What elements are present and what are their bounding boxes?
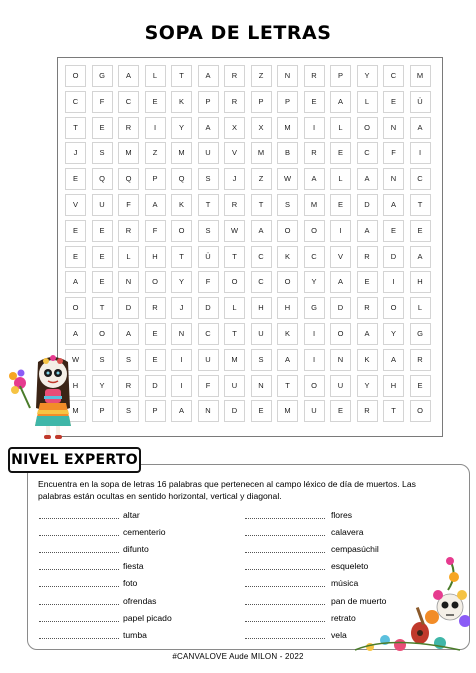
grid-cell: F [198,271,219,293]
grid-cell: I [171,375,192,397]
grid-cell: P [330,65,351,87]
grid-cell: G [304,297,325,319]
grid-cell: E [330,194,351,216]
footer-credit: #CANVALOVE Aude MILON - 2022 [172,652,304,661]
grid-cell: T [224,246,245,268]
grid-cell: U [198,349,219,371]
grid-cell: R [357,400,378,422]
grid-cell: W [277,168,298,190]
grid-cell: A [330,271,351,293]
instructions-text: Encuentra en la sopa de letras 16 palabras que pertenecen al campo léxico de día de muertos. Las palabras están ocultas en sentido horizontal, vertical y diagonal. [38,479,416,501]
grid-cell: A [145,194,166,216]
grid-cell: O [304,220,325,242]
grid-cell: O [410,400,431,422]
word-item: ofrendas [123,595,157,606]
grid-cell: Y [92,375,113,397]
grid-cell: K [171,91,192,113]
grid-cell: P [145,400,166,422]
grid-cell: C [251,271,272,293]
grid-cell: S [118,400,139,422]
catrina-girl-illustration [8,348,78,443]
grid-cell: S [92,142,113,164]
grid-cell: E [145,323,166,345]
grid-cell: F [198,375,219,397]
answer-line[interactable] [39,620,119,622]
grid-cell: M [277,400,298,422]
grid-cell: C [383,65,404,87]
grid-cell: R [224,91,245,113]
grid-cell: F [145,220,166,242]
grid-cell: N [251,375,272,397]
grid-cell: C [65,91,86,113]
grid-cell: A [383,349,404,371]
grid-cell: Q [118,168,139,190]
word-item: esqueleto [331,561,369,572]
grid-cell: C [410,168,431,190]
grid-cell: A [330,91,351,113]
grid-cell: E [145,91,166,113]
grid-cell: T [224,323,245,345]
grid-cell: R [304,142,325,164]
grid-cell: A [357,323,378,345]
grid-cell: P [92,400,113,422]
grid-cell: Q [171,168,192,190]
word-item: fiesta [123,561,144,572]
word-item: papel picado [123,612,172,623]
grid-cell: A [171,400,192,422]
grid-cell: K [357,349,378,371]
word-item: música [331,578,359,589]
grid-cell: T [383,400,404,422]
grid-cell: T [410,194,431,216]
answer-line[interactable] [39,534,119,536]
grid-cell: O [277,220,298,242]
grid-cell: O [65,297,86,319]
grid-cell: R [118,220,139,242]
grid-cell: Y [171,117,192,139]
guitar-icon [411,607,429,644]
grid-cell: E [330,400,351,422]
grid-cell: Y [383,323,404,345]
grid-cell: A [304,168,325,190]
grid-cell: I [171,349,192,371]
word-item: tumba [123,629,147,640]
grid-cell: R [304,65,325,87]
grid-cell: M [410,65,431,87]
grid-cell: Ü [410,91,431,113]
grid-cell: I [304,323,325,345]
grid-cell: E [330,142,351,164]
grid-cell: D [330,297,351,319]
grid-cell: M [251,142,272,164]
answer-line[interactable] [245,517,325,519]
grid-cell: G [92,65,113,87]
grid-cell: O [304,375,325,397]
grid-cell: M [118,142,139,164]
grid-cell: O [357,117,378,139]
grid-cell: Y [304,271,325,293]
grid-cell: S [277,194,298,216]
grid-cell: U [224,375,245,397]
answer-line[interactable] [245,585,325,587]
grid-cell: J [171,297,192,319]
grid-cell: A [357,220,378,242]
grid-cell: X [224,117,245,139]
grid-cell: E [92,246,113,268]
grid-cell: N [118,271,139,293]
grid-cell: E [383,220,404,242]
answer-line[interactable] [245,534,325,536]
word-search-grid [57,57,443,437]
grid-cell: E [65,220,86,242]
grid-cell: O [330,323,351,345]
grid-cell: K [277,246,298,268]
grid-cell: F [92,91,113,113]
grid-cell: H [277,297,298,319]
grid-cell: Z [145,142,166,164]
grid-cell: C [118,91,139,113]
word-item: cempasúchil [331,544,379,555]
word-item: altar [123,510,140,520]
grid-cell: Q [92,168,113,190]
grid-cell: S [118,349,139,371]
grid-cell: Y [171,271,192,293]
answer-line[interactable] [39,603,119,605]
grid-cell: E [145,349,166,371]
level-badge: NIVEL EXPERTO [8,447,141,473]
grid-cell: O [277,271,298,293]
answer-line[interactable] [245,551,325,553]
grid-cell: O [65,65,86,87]
grid-cell: S [198,220,219,242]
grid-cell: V [224,142,245,164]
grid-cell: M [171,142,192,164]
grid-cell: T [92,297,113,319]
grid-cell: I [330,220,351,242]
grid-cell: K [171,194,192,216]
grid-cell: D [383,246,404,268]
grid-cell: B [277,142,298,164]
word-item: calavera [331,527,364,538]
grid-cell: Z [251,168,272,190]
grid-cell: S [251,349,272,371]
grid-cell: M [65,400,86,422]
grid-cell: C [251,246,272,268]
grid-cell: H [65,375,86,397]
grid-cell: I [410,142,431,164]
grid-cell: N [383,117,404,139]
grid-cell: L [118,246,139,268]
grid-cell: C [357,142,378,164]
grid-cell: T [277,375,298,397]
grid-cell: T [171,65,192,87]
grid-cell: V [330,246,351,268]
grid-cell: R [357,297,378,319]
grid-cell: E [304,91,325,113]
grid-cell: L [224,297,245,319]
grid-cell: A [65,271,86,293]
grid-cell: H [251,297,272,319]
grid-cell: A [198,65,219,87]
grid-cell: M [304,194,325,216]
word-item: vela [331,629,347,640]
grid-cell: L [410,297,431,319]
grid-cell: R [118,117,139,139]
grid-cell: U [251,323,272,345]
grid-cell: A [277,349,298,371]
answer-line[interactable] [39,517,119,519]
grid-cell: U [92,194,113,216]
grid-cell: J [224,168,245,190]
answer-line[interactable] [245,620,325,622]
grid-cell: O [224,271,245,293]
grid-cell: L [357,91,378,113]
grid-cell: O [92,323,113,345]
answer-line[interactable] [245,603,325,605]
grid-cell: I [145,117,166,139]
grid-cell: E [65,246,86,268]
answer-line[interactable] [39,585,119,587]
grid-cell: E [410,220,431,242]
grid-cell: M [277,117,298,139]
grid-cell: D [357,194,378,216]
grid-cell: C [304,246,325,268]
grid-cell: J [65,142,86,164]
grid-cell: E [251,400,272,422]
grid-cell: W [65,349,86,371]
grid-cell: P [277,91,298,113]
grid-cell: N [330,349,351,371]
grid-cell: R [357,246,378,268]
grid-cell: D [198,297,219,319]
flower-bouquet-icon [9,370,30,409]
grid-cell: N [383,168,404,190]
grid-cell: V [65,194,86,216]
grid-cell: M [224,349,245,371]
grid-cell: G [410,323,431,345]
grid-cell: N [171,323,192,345]
grid-cell: P [198,91,219,113]
answer-line[interactable] [39,568,119,570]
grid-cell: T [65,117,86,139]
grid-cell: U [304,400,325,422]
grid-cell: A [198,117,219,139]
grid-cell: D [224,400,245,422]
grid-cell: A [410,246,431,268]
page-title: SOPA DE LETRAS [144,22,332,44]
grid-cell: A [65,323,86,345]
answer-line[interactable] [245,568,325,570]
grid-cell: E [65,168,86,190]
word-item: foto [123,578,138,589]
answer-line[interactable] [245,637,325,639]
grid-cell: R [145,297,166,319]
grid-cell: E [92,271,113,293]
grid-cell: S [198,168,219,190]
grid-cell: H [410,271,431,293]
grid-cell: X [251,117,272,139]
grid-cell: I [304,349,325,371]
grid-cell: H [145,246,166,268]
grid-cell: N [198,400,219,422]
grid-cell: W [224,220,245,242]
grid-cell: U [330,375,351,397]
grid-cell: O [145,271,166,293]
grid-cell: U [198,142,219,164]
word-item: difunto [123,544,149,555]
answer-line[interactable] [39,637,119,639]
grid-cell: F [118,194,139,216]
grid-cell: E [383,91,404,113]
word-item: retrato [331,612,356,623]
grid-cell: T [251,194,272,216]
grid-cell: O [171,220,192,242]
word-item: cementerio [123,527,166,538]
grid-cell: Y [357,65,378,87]
grid-cell: A [251,220,272,242]
grid-cell: P [145,168,166,190]
grid-cell: C [198,323,219,345]
grid-cell: I [304,117,325,139]
grid-cell: I [383,271,404,293]
grid-cell: L [330,117,351,139]
answer-line[interactable] [39,551,119,553]
grid-cell: D [145,375,166,397]
grid-cell: Y [357,375,378,397]
grid-cell: R [224,194,245,216]
grid-cell: A [357,168,378,190]
grid-cell: A [118,65,139,87]
grid-cell: R [224,65,245,87]
grid-cell: O [383,297,404,319]
grid-cell: Z [251,65,272,87]
grid-cell: P [251,91,272,113]
grid-cell: E [92,220,113,242]
grid-cell: A [383,194,404,216]
grid-cell: R [410,349,431,371]
word-item: pan de muerto [331,595,387,606]
grid-cell: A [410,117,431,139]
grid-cell: A [118,323,139,345]
grid-cell: K [277,323,298,345]
grid-cell: E [410,375,431,397]
grid-cell: E [357,271,378,293]
grid-cell: N [277,65,298,87]
grid-cell: L [145,65,166,87]
grid-cell: E [92,117,113,139]
grid-cell: R [118,375,139,397]
grid-cell: T [198,194,219,216]
flowers-skull-illustration [350,555,470,655]
grid-cell: H [383,375,404,397]
grid-cell: D [118,297,139,319]
word-item: flores [331,510,353,520]
grid-cell: L [330,168,351,190]
grid-cell: S [92,349,113,371]
grid-cell: T [171,246,192,268]
grid-cell: F [383,142,404,164]
grid-cell: Ü [198,246,219,268]
